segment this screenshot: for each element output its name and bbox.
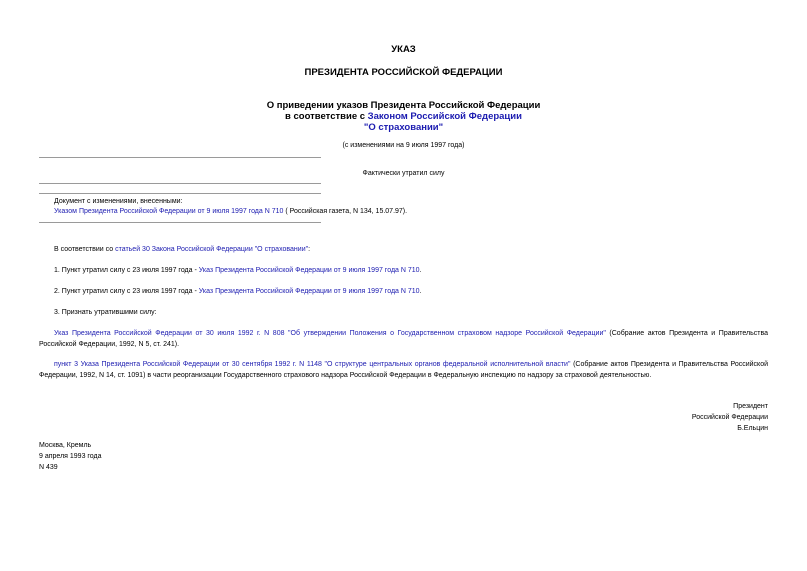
repeal-1-link[interactable]: Указ Президента Российской Федерации от 30 июля 1992 г. N 808 "Об утверждении Положения о Государственном страховом надзоре Российской Федерации" — [54, 330, 606, 337]
item-2-decree-link[interactable]: Указ Президента Российской Федерации от 9 июля 1997 года N 710 — [198, 288, 420, 295]
title-line-2 — [0, 111, 807, 122]
divider — [39, 193, 321, 194]
item-1-decree-link[interactable]: Указ Президента Российской Федерации от 9 июля 1997 года N 710 — [198, 267, 420, 274]
repeal-2-link[interactable]: пункт 3 Указа Президента Российской Федерации от 30 сентября 1992 г. N 1148 "О структуре центральных органов федеральной исполнительной власти" — [54, 361, 571, 368]
document-type: УКАЗ — [391, 44, 416, 55]
document-title — [0, 100, 807, 133]
item-1-prefix: 1. Пункт утратил силу с 23 июля 1997 года - — [54, 267, 199, 274]
status-note: Фактически утратил силу — [362, 170, 445, 177]
signature-name: Б.Ельцин — [737, 425, 768, 432]
item-3-text: 3. Признать утратившими силу: — [54, 309, 157, 316]
law-title-link[interactable]: "О страховании" — [363, 122, 444, 133]
divider — [39, 183, 321, 184]
amending-decree-link[interactable]: Указом Президента Российской Федерации от 9 июля 1997 года N 710 — [54, 208, 284, 215]
preamble-suffix: : — [308, 246, 311, 253]
amendment-note: (с изменениями на 9 июля 1997 года) — [342, 142, 465, 149]
signature-country: Российской Федерации — [691, 414, 768, 421]
item-1 — [39, 266, 768, 277]
title-line-2-prefix: в соответствие с — [285, 111, 368, 122]
divider — [39, 222, 321, 223]
signature-block — [692, 401, 768, 434]
title-line-1: О приведении указов Президента Российской Федерации — [266, 100, 541, 111]
decree-number: N 439 — [39, 464, 58, 471]
item-2-prefix: 2. Пункт утратил силу с 23 июля 1997 года - — [54, 288, 199, 295]
item-2 — [39, 287, 768, 298]
item-3 — [39, 308, 768, 319]
date: 9 апреля 1993 года — [39, 453, 102, 460]
place-date-block — [39, 440, 102, 473]
article-30-link[interactable]: статьей 30 Закона Российской Федерации "О страховании" — [115, 246, 309, 253]
item-1-suffix: . — [419, 267, 422, 274]
changes-source: ( Российская газета, N 134, 15.07.97). — [283, 208, 408, 215]
changes-line — [54, 207, 407, 216]
item-2-suffix: . — [419, 288, 422, 295]
place: Москва, Кремль — [39, 442, 92, 449]
divider — [39, 157, 321, 158]
preamble-prefix: В соответствии со — [54, 246, 116, 253]
repeal-2-source: (Собрание актов Президента и Правительства Российской Федерации, 1992, N 14, ст. 1091) в части реорганизации Государственного страхового надзора Российской Федерации в Федеральную инспекцию по надзору за страховой деятельностью. — [39, 361, 768, 379]
signature-title: Президент — [733, 403, 768, 410]
repeal-2 — [39, 360, 768, 381]
preamble — [39, 245, 768, 256]
issuer: ПРЕЗИДЕНТА РОССИЙСКОЙ ФЕДЕРАЦИИ — [304, 67, 503, 78]
changes-intro: Документ с изменениями, внесенными: — [54, 198, 183, 205]
repeal-1-source: (Собрание актов Президента и Правительства Российской Федерации, 1992, N 5, ст. 241). — [39, 330, 768, 348]
law-link[interactable]: Законом Российской Федерации — [367, 111, 522, 122]
repeal-1 — [39, 329, 768, 350]
